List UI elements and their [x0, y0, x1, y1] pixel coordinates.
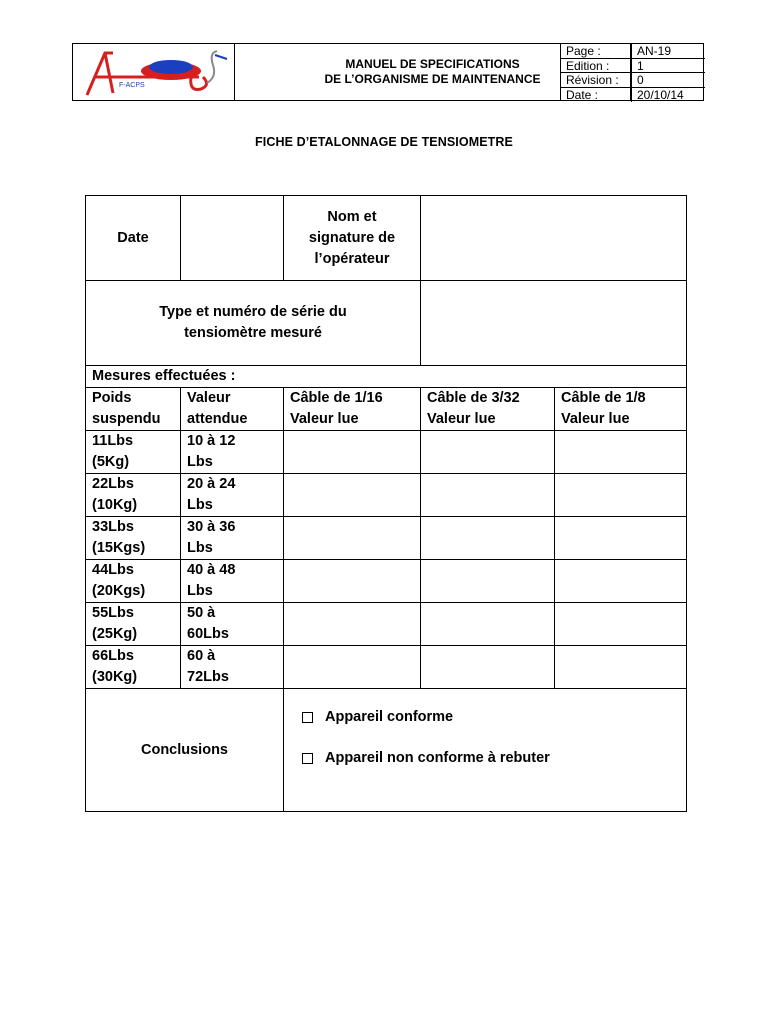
weight-cell [86, 474, 181, 517]
type-row [86, 281, 687, 366]
weight-lbs: 22Lbs [92, 476, 134, 492]
weight-lbs: 55Lbs [92, 605, 134, 621]
operator-label-line3: l’opérateur [314, 250, 390, 267]
reading-1-16-field[interactable] [284, 560, 421, 603]
expected-range: 30 à 36 [187, 519, 236, 535]
conclusions-options [284, 689, 687, 812]
type-serial-label-line2: tensiomètre mesuré [184, 325, 322, 341]
reading-1-8-field[interactable] [555, 646, 687, 689]
expected-cell [181, 431, 284, 474]
expected-unit: Lbs [187, 454, 213, 470]
table-row [86, 517, 687, 560]
reading-3-32-field[interactable] [421, 560, 555, 603]
col-header-weight-l1: Poids [92, 390, 132, 406]
reading-1-16-field[interactable] [284, 431, 421, 474]
checkbox-non-conforme[interactable] [302, 753, 313, 764]
expected-range: 50 à [187, 605, 216, 621]
weight-kg: (30Kg) [92, 669, 138, 685]
meta-value-edition: 1 [631, 59, 705, 74]
type-serial-label-line1: Type et numéro de série du [159, 304, 347, 320]
col-header-cable-1-16-l2: Valeur lue [290, 411, 359, 427]
expected-range: 60 à [187, 648, 216, 664]
operator-label-line1: Nom et [327, 208, 377, 225]
reading-1-8-field[interactable] [555, 431, 687, 474]
reading-1-16-field[interactable] [284, 517, 421, 560]
weight-cell [86, 646, 181, 689]
measures-label: Mesures effectuées : [86, 366, 687, 388]
calibration-form [85, 195, 687, 812]
table-row [86, 474, 687, 517]
col-header-cable-3-32 [421, 388, 555, 431]
weight-cell [86, 560, 181, 603]
reading-3-32-field[interactable] [421, 603, 555, 646]
expected-cell [181, 646, 284, 689]
col-header-weight [86, 388, 181, 431]
col-header-cable-1-16 [284, 388, 421, 431]
measures-row [86, 366, 687, 388]
col-header-weight-l2: suspendu [92, 411, 161, 427]
weight-kg: (20Kgs) [92, 583, 146, 599]
weight-kg: (10Kg) [92, 497, 138, 513]
weight-lbs: 44Lbs [92, 562, 134, 578]
expected-cell [181, 560, 284, 603]
checkbox-conforme[interactable] [302, 712, 313, 723]
column-headers [86, 388, 687, 431]
col-header-cable-1-8-l2: Valeur lue [561, 411, 630, 427]
weight-cell [86, 603, 181, 646]
table-row [86, 560, 687, 603]
aircraft-logo-icon [79, 47, 229, 99]
date-label: Date [86, 196, 181, 281]
reading-1-8-field[interactable] [555, 474, 687, 517]
date-field[interactable] [181, 196, 284, 281]
reading-3-32-field[interactable] [421, 517, 555, 560]
manual-title-line1: MANUEL DE SPECIFICATIONS [345, 57, 520, 71]
meta-label-edition: Edition : [561, 59, 631, 74]
expected-cell [181, 603, 284, 646]
option-conforme-label: Appareil conforme [325, 709, 454, 725]
expected-range: 10 à 12 [187, 433, 236, 449]
conclusions-row [86, 689, 687, 812]
option-non-conforme[interactable] [290, 748, 680, 769]
col-header-cable-1-16-l1: Câble de 1/16 [290, 390, 383, 406]
reading-3-32-field[interactable] [421, 646, 555, 689]
reading-1-16-field[interactable] [284, 603, 421, 646]
expected-unit: Lbs [187, 583, 213, 599]
weight-kg: (25Kg) [92, 626, 138, 642]
weight-lbs: 66Lbs [92, 648, 134, 664]
reading-3-32-field[interactable] [421, 431, 555, 474]
type-serial-field[interactable] [421, 281, 687, 366]
col-header-cable-3-32-l1: Câble de 3/32 [427, 390, 520, 406]
meta-values [631, 44, 705, 100]
weight-lbs: 33Lbs [92, 519, 134, 535]
conclusions-label: Conclusions [86, 689, 284, 812]
expected-cell [181, 517, 284, 560]
date-row [86, 196, 687, 281]
option-conforme[interactable] [290, 707, 680, 728]
expected-unit: 72Lbs [187, 669, 229, 685]
weight-cell [86, 431, 181, 474]
reading-1-8-field[interactable] [555, 560, 687, 603]
col-header-cable-1-8 [555, 388, 687, 431]
manual-title-line2: DE L’ORGANISME DE MAINTENANCE [324, 72, 541, 86]
reading-1-8-field[interactable] [555, 603, 687, 646]
table-row [86, 603, 687, 646]
col-header-cable-3-32-l2: Valeur lue [427, 411, 496, 427]
form-title: FICHE D’ETALONNAGE DE TENSIOMETRE [255, 135, 513, 149]
option-non-conforme-label: Appareil non conforme à rebuter [325, 750, 550, 766]
col-header-expected-l2: attendue [187, 411, 248, 427]
reading-1-16-field[interactable] [284, 646, 421, 689]
reading-1-8-field[interactable] [555, 517, 687, 560]
reading-3-32-field[interactable] [421, 474, 555, 517]
meta-value-revision: 0 [631, 73, 705, 88]
weight-kg: (5Kg) [92, 454, 130, 470]
meta-value-date: 20/10/14 [631, 88, 705, 103]
operator-label-line2: signature de [308, 229, 396, 246]
weight-lbs: 11Lbs [92, 433, 134, 449]
expected-range: 20 à 24 [187, 476, 236, 492]
expected-range: 40 à 48 [187, 562, 236, 578]
expected-cell [181, 474, 284, 517]
reading-1-16-field[interactable] [284, 474, 421, 517]
meta-label-page: Page : [561, 44, 631, 59]
weight-kg: (15Kgs) [92, 540, 146, 556]
table-row [86, 431, 687, 474]
type-serial-label [86, 281, 421, 366]
col-header-cable-1-8-l1: Câble de 1/8 [561, 390, 646, 406]
meta-labels [560, 44, 631, 100]
weight-cell [86, 517, 181, 560]
expected-unit: Lbs [187, 497, 213, 513]
col-header-expected-l1: Valeur [187, 390, 231, 406]
table-row [86, 646, 687, 689]
svg-text:F-ACPS: F-ACPS [119, 82, 145, 89]
operator-field[interactable] [421, 196, 687, 281]
meta-value-page: AN-19 [631, 44, 705, 59]
expected-unit: Lbs [187, 540, 213, 556]
col-header-expected [181, 388, 284, 431]
meta-label-revision: Révision : [561, 73, 631, 88]
operator-label [284, 196, 421, 281]
company-logo [73, 44, 235, 100]
expected-unit: 60Lbs [187, 626, 229, 642]
document-header [72, 43, 704, 101]
meta-label-date: Date : [566, 87, 599, 102]
